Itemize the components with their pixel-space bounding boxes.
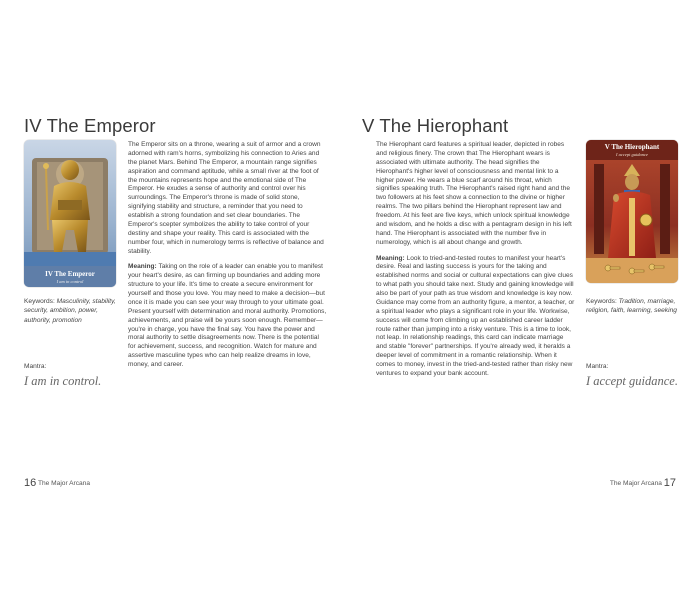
meaning-paragraph (376, 255, 576, 379)
card-subtitle-label: I accept guidance (616, 152, 648, 157)
page-number: 16 (24, 477, 37, 489)
keywords-text: Tradition, marriage, religion, faith, learning, seeking (586, 298, 677, 315)
card-description (128, 141, 328, 370)
meaning-text: Taking on the role of a leader can enable you to manifest your heart's desire, as can firming up boundaries and adding more structure to your life. It's time to create a secure environment for yourself and those you love. You may need to make a decision—but once it is made you can see your way through to your ultimate goal. Present yourself with determination and moral authority. Promotions, achievements, and praise will be yours soon enough. Remember—you're in charge, you have the final say. You have the power and moral authority to settle disagreements now. There is the potential for achievement, success, and recognition. Watch for mature and assertive masculine types who can help realize dreams in love, money, and career. (128, 263, 327, 368)
section-name: The Major Arcana (37, 480, 91, 487)
mantra-text: I am in control. (24, 374, 102, 388)
description-paragraph: The Hierophant card features a spiritual leader, depicted in robes and religious finery. The crown that The Hierophant wears is associated with ultimate authority. The head signifies the Hierophant's higher level of consciousness and mental link to a higher power. He wears a blue scarf around his throat, which signifies speaking truth. The Hierophant's raised right hand and the two followers at his feet show a connection to the divine or higher realms. The two pillars behind the Hierophant represent law and freedom. At his feet are five keys, which unlock spiritual knowledge and wisdom, and he holds a disc with a pentagram design in his left hand. The Hierophant is associated with the number five in numerology, which is all about change and growth. (376, 141, 572, 246)
page-footer (24, 477, 90, 489)
meaning-label: Meaning: (376, 254, 405, 262)
mantra-label: Mantra: (24, 363, 47, 370)
description-paragraph: The Emperor sits on a throne, wearing a suit of armor and a crown adorned with ram's horns, symbolizing his connection to Aries and the planet Mars. Behind The Emperor, a mountain range signifies aspiration and command aptitude, while a small river at the foot of the mountains represents hope and the emotional side of The Emperor. He exudes a sense of authority and control over his surroundings. The Emperor's throne is made of solid stone, signifying stability and structure, a reminder that you need to establish a strong foundation and set clear boundaries. The Emperor's scepter symbolizes the ability to take control of your destiny and shape your reality. This card is associated with the number four, which in numerology terms is reflective of balance and stability. (128, 141, 324, 255)
page-number: 17 (663, 477, 676, 489)
card-title-label: V The Hierophant (604, 143, 660, 151)
page-footer (610, 477, 676, 489)
mantra-text: I accept guidance. (586, 374, 678, 388)
keywords (24, 297, 116, 325)
hierophant-card-image (586, 140, 678, 283)
right-page (350, 0, 700, 600)
section-name: The Major Arcana (609, 480, 662, 487)
meaning-text: Look to tried-and-tested routes to manifest your heart's desire. Real and lasting success is yours for the taking and established norms and social or cultural expectations can give clues to what path you should take next. Study and gaining knowledge will also be part of your path as true wisdom and knowledge is key now. Guidance may come from an authority figure, a mentor, a teacher, or a spiritual leader who plays a significant role in your life. Workwise, success will come from climbing up an established career ladder route rather than jumping into a risky venture. This is a time to look, not leap. In relationship readings, this card can indicate marriage and stable "forever" partnerships. If you're already wed, it heralds a deeper level of commitment in a romantic relationship. When it comes to money, invest in the tried-and-tested rather than risky new ventures to expand your bank account. (376, 254, 575, 377)
meaning-label: Meaning: (128, 263, 157, 271)
meaning-paragraph (128, 263, 328, 370)
page-title: IV The Emperor (24, 115, 156, 136)
card-subtitle-label: I am in control (56, 279, 84, 284)
card-title-label: IV The Emperor (45, 270, 95, 278)
keywords-text: Masculinity, stability, security, ambition, power, authority, promotion (24, 298, 116, 324)
keywords-label: Keywords: (24, 298, 55, 305)
emperor-card-image (24, 140, 116, 287)
keywords (586, 297, 678, 316)
page-title: V The Hierophant (362, 115, 509, 136)
mantra-label: Mantra: (586, 363, 609, 370)
keywords-label: Keywords: (586, 298, 617, 305)
card-description (376, 141, 576, 379)
